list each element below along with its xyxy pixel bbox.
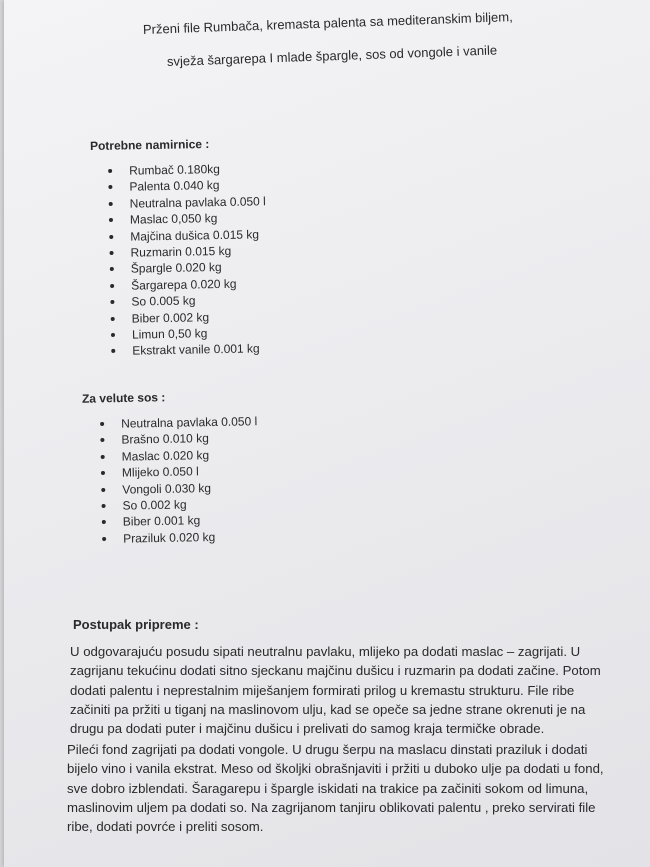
bullet-icon xyxy=(108,185,112,189)
bullet-icon xyxy=(111,349,115,353)
bullet-icon xyxy=(109,235,113,239)
sauce-heading: Za velute sos : xyxy=(81,390,166,406)
bullet-icon xyxy=(110,267,114,271)
procedure-paragraph-2: Pileći fond zagrijati pa dodati vongole. U drugu šerpu na maslacu dinstati praziluk i dodati bijelo vino i vanila ekstrat. Meso od školjki obrašnjaviti i pržiti u duboko ulje pa dodati u fond, sve dobro izblendati. Šaragarepu i špargle iskidati na trakice pa začiniti sokom od limuna, maslinovim uljem pa dodati so. Na zagrijanom tanjiru oblikovati palentu , preko servirati file ribe, dodati povrće i preliti sosom. xyxy=(67,742,604,835)
ingredient-text: Limun 0,50 kg xyxy=(131,326,208,342)
ingredient-text: Ruzmarin 0.015 kg xyxy=(130,243,232,260)
sauce-ingredient-text: Biber 0.001 kg xyxy=(122,513,201,530)
ingredient-text: Palenta 0.040 kg xyxy=(129,178,220,195)
list-item xyxy=(111,341,268,360)
sauce-ingredient-text: Mlijeko 0.050 l xyxy=(121,464,199,480)
bullet-icon xyxy=(109,218,113,222)
bullet-icon xyxy=(110,300,114,304)
ingredient-text: Maslac 0,050 kg xyxy=(129,211,218,227)
bullet-icon xyxy=(109,202,113,206)
bullet-icon xyxy=(102,520,106,524)
procedure-heading: Postupak pripreme : xyxy=(73,617,199,632)
ingredients-heading: Potrebne namirnice : xyxy=(89,136,210,154)
sauce-ingredient-text: Neutralna pavlaka 0.050 l xyxy=(121,414,258,431)
bullet-icon xyxy=(102,537,106,541)
recipe-title-line-2: svježa šargarepa I mlade špargle, sos od vongole i vanile xyxy=(166,42,498,69)
paper-sheet xyxy=(4,0,650,867)
procedure-paragraph-1: U odgovarajuću posudu sipati neutralnu pavlaku, mlijeko pa dodati maslac – zagrijati. U zagrijanu tekućinu dodati sitno sjeckanu majčinu dušicu i ruzmarin pa dodati začine. Potom dodati palentu i neprestalnim miješanjem formirati prilog u kremastu strukturu. File ribe začiniti pa pržiti u tiganj na maslinovom ulju, kad se opeče sa jedne strane okrenuti je na drugu pa dodati puter i majčinu dušicu i prelivati do samog kraja termičke obrade. xyxy=(70,644,601,737)
ingredients-list xyxy=(108,160,269,360)
bullet-icon xyxy=(111,333,115,337)
sauce-list xyxy=(100,413,259,547)
list-item xyxy=(102,528,259,547)
sauce-ingredient-text: Praziluk 0.020 kg xyxy=(123,529,216,546)
sauce-ingredient-text: Maslac 0.020 kg xyxy=(121,447,210,464)
bullet-icon xyxy=(111,317,115,321)
bullet-icon xyxy=(100,438,104,442)
bullet-icon xyxy=(101,455,105,459)
bullet-icon xyxy=(101,488,105,492)
sauce-ingredient-text: Vongoli 0.030 kg xyxy=(122,480,212,497)
sauce-ingredient-text: So 0.002 kg xyxy=(122,497,187,513)
bullet-icon xyxy=(110,284,114,288)
ingredient-text: Rumbač 0.180kg xyxy=(129,162,220,178)
ingredient-text: So 0.005 kg xyxy=(131,293,196,309)
ingredient-text: Ekstrakt vanile 0.001 kg xyxy=(132,341,260,359)
ingredient-text: Neutralna pavlaka 0.050 l xyxy=(129,194,266,211)
ingredient-text: Biber 0.002 kg xyxy=(131,309,210,326)
bullet-icon xyxy=(101,471,105,475)
bullet-icon xyxy=(100,422,104,426)
ingredient-text: Šargarepa 0.020 kg xyxy=(131,276,237,293)
recipe-title-line-1: Prženi file Rumbača, kremasta palenta sa mediteranskim biljem, xyxy=(142,9,513,37)
sauce-ingredient-text: Brašno 0.010 kg xyxy=(121,431,209,448)
ingredient-text: Majčina dušica 0.015 kg xyxy=(130,227,260,244)
bullet-icon xyxy=(110,251,114,255)
bullet-icon xyxy=(108,169,112,173)
ingredient-text: Špargle 0.020 kg xyxy=(130,260,222,277)
bullet-icon xyxy=(102,504,106,508)
